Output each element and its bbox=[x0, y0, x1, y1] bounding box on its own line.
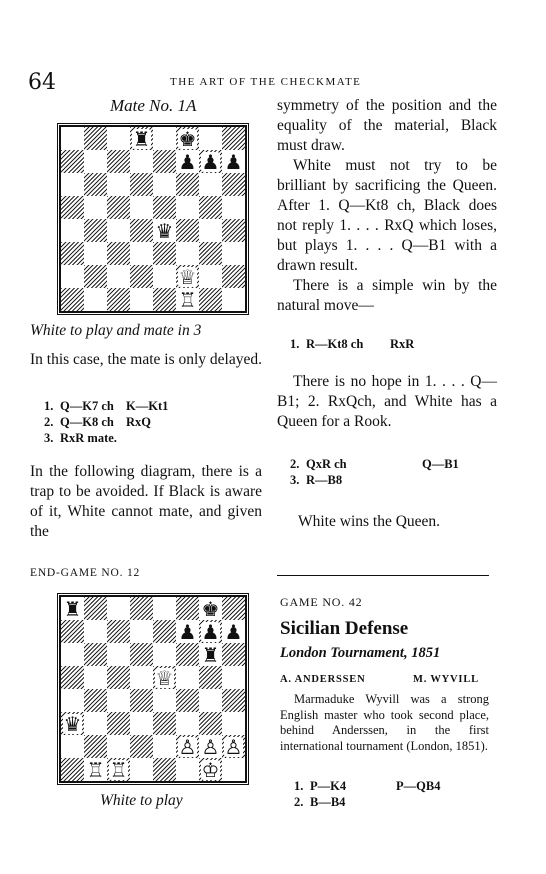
board-square bbox=[199, 196, 222, 219]
board-square bbox=[61, 127, 84, 150]
board-square bbox=[176, 288, 199, 311]
board-square bbox=[153, 689, 176, 712]
chess-diagram-mate-1a bbox=[59, 125, 247, 313]
board-square bbox=[176, 735, 199, 758]
board-square bbox=[61, 735, 84, 758]
board-square bbox=[176, 597, 199, 620]
move-number: 2. bbox=[294, 795, 304, 809]
chess-piece: ♟ bbox=[201, 149, 220, 174]
move-row bbox=[290, 456, 459, 472]
board-square bbox=[176, 265, 199, 288]
board-square bbox=[222, 620, 245, 643]
board-square bbox=[176, 620, 199, 643]
board-square bbox=[130, 689, 153, 712]
board-square bbox=[130, 735, 153, 758]
chess-piece: ♚ bbox=[178, 126, 197, 151]
left-paragraph-2: In the following diagram, there is a trap to be avoided. If Black is aware of it, White cannot mate, and given the bbox=[30, 463, 262, 540]
board-square bbox=[176, 689, 199, 712]
chess-piece: ♖ bbox=[178, 287, 197, 312]
board-square bbox=[199, 288, 222, 311]
white-move: Q—K7 ch bbox=[60, 399, 114, 413]
board-square bbox=[61, 689, 84, 712]
move-row bbox=[44, 398, 168, 414]
moves-2-right bbox=[290, 456, 459, 488]
board-square bbox=[222, 173, 245, 196]
board-square bbox=[107, 597, 130, 620]
move-row bbox=[44, 430, 168, 446]
board-square bbox=[130, 150, 153, 173]
board-square bbox=[153, 758, 176, 781]
diagram2-caption: White to play bbox=[100, 792, 183, 809]
mate-title: Mate No. 1A bbox=[110, 96, 197, 115]
board-square bbox=[176, 196, 199, 219]
board-square bbox=[130, 758, 153, 781]
board-square bbox=[107, 666, 130, 689]
black-move bbox=[396, 794, 440, 810]
board-square bbox=[107, 242, 130, 265]
chess-piece: ♜ bbox=[201, 642, 220, 667]
board-square bbox=[84, 173, 107, 196]
board-square bbox=[61, 242, 84, 265]
board-square bbox=[61, 219, 84, 242]
white-move: Q—K8 ch bbox=[60, 415, 114, 429]
board-square bbox=[222, 242, 245, 265]
board-square bbox=[84, 196, 107, 219]
board-square bbox=[130, 265, 153, 288]
black-move: K—Kt1 bbox=[126, 399, 169, 413]
move-number: 1. bbox=[44, 399, 54, 413]
white-move: B—B4 bbox=[310, 795, 346, 809]
board-square bbox=[153, 597, 176, 620]
board-square bbox=[84, 265, 107, 288]
board-square bbox=[176, 758, 199, 781]
board-square bbox=[153, 196, 176, 219]
chess-piece: ♕ bbox=[178, 264, 197, 289]
board-square bbox=[153, 242, 176, 265]
white-move: QxR ch bbox=[306, 457, 347, 471]
board-square bbox=[84, 219, 107, 242]
board-square bbox=[61, 643, 84, 666]
board-square bbox=[199, 173, 222, 196]
running-title: THE ART OF THE CHECKMATE bbox=[170, 76, 362, 88]
move-number: 2. bbox=[290, 457, 300, 471]
chess-piece: ♟ bbox=[224, 619, 243, 644]
board-square bbox=[176, 173, 199, 196]
chess-piece: ♟ bbox=[224, 149, 243, 174]
board-square bbox=[130, 666, 153, 689]
board-square bbox=[222, 150, 245, 173]
board-square bbox=[61, 620, 84, 643]
board-square bbox=[176, 643, 199, 666]
board-square bbox=[176, 150, 199, 173]
board-square bbox=[107, 643, 130, 666]
chess-piece: ♕ bbox=[155, 665, 174, 690]
board-square bbox=[130, 173, 153, 196]
board-square bbox=[130, 242, 153, 265]
board-square bbox=[61, 150, 84, 173]
white-move: R—B8 bbox=[306, 473, 343, 487]
board-square bbox=[176, 242, 199, 265]
board-square bbox=[107, 196, 130, 219]
moves-mate-1a bbox=[44, 398, 168, 446]
board-square bbox=[199, 597, 222, 620]
board-square bbox=[84, 242, 107, 265]
board-square bbox=[61, 666, 84, 689]
board-square bbox=[222, 219, 245, 242]
endgame-title: END-GAME NO. 12 bbox=[30, 567, 141, 579]
right-paragraph-4: There is no hope in 1. . . . Q—B1; 2. RxQch, and White has a Queen for a Rook. bbox=[277, 373, 497, 430]
board-square bbox=[222, 288, 245, 311]
board-square bbox=[199, 242, 222, 265]
board-square bbox=[222, 597, 245, 620]
board-square bbox=[199, 666, 222, 689]
moves-game-42 bbox=[294, 778, 440, 810]
board-square bbox=[84, 735, 107, 758]
board-square bbox=[61, 173, 84, 196]
board-square bbox=[61, 288, 84, 311]
move-row bbox=[294, 778, 440, 794]
board-square bbox=[84, 288, 107, 311]
board-square bbox=[222, 666, 245, 689]
board-square bbox=[130, 196, 153, 219]
board-square bbox=[61, 265, 84, 288]
chess-piece: ♚ bbox=[201, 596, 220, 621]
board-square bbox=[84, 643, 107, 666]
board-square bbox=[153, 219, 176, 242]
black-move bbox=[422, 472, 459, 488]
board-square bbox=[153, 620, 176, 643]
board-square bbox=[176, 666, 199, 689]
board-square bbox=[153, 288, 176, 311]
board-square bbox=[107, 288, 130, 311]
chess-piece: ♜ bbox=[63, 596, 82, 621]
board-square bbox=[84, 758, 107, 781]
board-square bbox=[176, 219, 199, 242]
board-square bbox=[130, 219, 153, 242]
chess-piece: ♙ bbox=[201, 734, 220, 759]
board-square bbox=[107, 689, 130, 712]
move-row bbox=[290, 472, 459, 488]
right-paragraph-5: White wins the Queen. bbox=[298, 513, 441, 530]
board-square bbox=[61, 597, 84, 620]
player-bio: Marmaduke Wyvill was a strong English master who took second place, behind Anderssen, in the first international tournament (London, 1851). bbox=[280, 692, 489, 753]
board-square bbox=[107, 620, 130, 643]
chess-piece: ♙ bbox=[224, 734, 243, 759]
board-square bbox=[107, 219, 130, 242]
board-square bbox=[84, 597, 107, 620]
board-square bbox=[130, 620, 153, 643]
move-row bbox=[290, 336, 414, 352]
board-square bbox=[107, 758, 130, 781]
move-number: 2. bbox=[44, 415, 54, 429]
move-number: 1. bbox=[290, 337, 300, 351]
chess-diagram-endgame-12 bbox=[59, 595, 247, 783]
board-square bbox=[222, 196, 245, 219]
right-paragraph-3: There is a simple win by the natural move— bbox=[277, 277, 497, 314]
black-move bbox=[126, 430, 168, 446]
board-square bbox=[199, 620, 222, 643]
board-square bbox=[153, 265, 176, 288]
move-number: 3. bbox=[44, 431, 54, 445]
diagram1-caption: White to play and mate in 3 bbox=[30, 322, 202, 339]
right-paragraph-1: symmetry of the position and the equality of the material, Black must draw. bbox=[277, 97, 497, 154]
chess-piece: ♖ bbox=[109, 757, 128, 782]
move-row bbox=[294, 794, 440, 810]
move-number: 3. bbox=[290, 473, 300, 487]
chess-piece: ♖ bbox=[86, 757, 105, 782]
move-1-right bbox=[290, 336, 414, 352]
chess-piece: ♟ bbox=[178, 149, 197, 174]
board-square bbox=[130, 127, 153, 150]
opening-title: Sicilian Defense bbox=[280, 618, 409, 639]
board-square bbox=[222, 127, 245, 150]
left-paragraph-1: In this case, the mate is only delayed. bbox=[30, 351, 263, 368]
board-square bbox=[199, 758, 222, 781]
board-square bbox=[107, 265, 130, 288]
board-square bbox=[84, 620, 107, 643]
black-move: Q—B1 bbox=[422, 457, 459, 471]
board-square bbox=[107, 712, 130, 735]
board-square bbox=[61, 196, 84, 219]
board-square bbox=[130, 643, 153, 666]
chess-piece: ♙ bbox=[178, 734, 197, 759]
board-square bbox=[153, 666, 176, 689]
board-square bbox=[107, 150, 130, 173]
right-paragraph-2: White must not try to be brilliant by sacrificing the Queen. After 1. Q—Kt8 ch, Black does not reply 1. . . . RxQ which loses, but plays 1. . . . Q—B1 with a drawn result. bbox=[277, 157, 497, 274]
board-square bbox=[107, 173, 130, 196]
white-move: R—Kt8 ch bbox=[306, 337, 364, 351]
chess-piece: ♛ bbox=[155, 218, 174, 243]
board-square bbox=[199, 712, 222, 735]
board-square bbox=[176, 127, 199, 150]
board-square bbox=[222, 643, 245, 666]
board-square bbox=[153, 643, 176, 666]
chess-piece: ♟ bbox=[201, 619, 220, 644]
board-square bbox=[176, 712, 199, 735]
black-move: RxR bbox=[390, 337, 415, 351]
chess-piece: ♟ bbox=[178, 619, 197, 644]
board-square bbox=[130, 597, 153, 620]
board-square bbox=[222, 712, 245, 735]
white-player: A. ANDERSSEN bbox=[280, 674, 366, 685]
event-line: London Tournament, 1851 bbox=[280, 645, 441, 661]
board-square bbox=[199, 643, 222, 666]
board-square bbox=[84, 127, 107, 150]
move-row bbox=[44, 414, 168, 430]
white-move: P—K4 bbox=[310, 779, 347, 793]
board-square bbox=[84, 666, 107, 689]
board-square bbox=[130, 712, 153, 735]
board-square bbox=[199, 265, 222, 288]
board-square bbox=[222, 758, 245, 781]
board-square bbox=[199, 127, 222, 150]
board-square bbox=[84, 150, 107, 173]
game-label: GAME NO. 42 bbox=[280, 595, 363, 609]
board-square bbox=[61, 758, 84, 781]
black-player: M. WYVILL bbox=[413, 674, 479, 685]
board-square bbox=[199, 689, 222, 712]
chess-piece: ♛ bbox=[63, 711, 82, 736]
board-square bbox=[199, 735, 222, 758]
board-square bbox=[153, 173, 176, 196]
board-square bbox=[222, 689, 245, 712]
board-square bbox=[61, 712, 84, 735]
board-square bbox=[84, 712, 107, 735]
board-square bbox=[222, 735, 245, 758]
board-square bbox=[107, 735, 130, 758]
board-square bbox=[84, 689, 107, 712]
page-number: 64 bbox=[28, 70, 56, 95]
black-move: RxQ bbox=[126, 415, 151, 429]
board-square bbox=[153, 735, 176, 758]
board-square bbox=[153, 127, 176, 150]
board-square bbox=[130, 288, 153, 311]
board-square bbox=[199, 150, 222, 173]
board-square bbox=[153, 712, 176, 735]
move-number: 1. bbox=[294, 779, 304, 793]
board-square bbox=[199, 219, 222, 242]
board-square bbox=[222, 265, 245, 288]
chess-piece: ♔ bbox=[201, 757, 220, 782]
section-divider bbox=[277, 575, 489, 576]
chess-piece: ♜ bbox=[132, 126, 151, 151]
board-square bbox=[107, 127, 130, 150]
black-move: P—QB4 bbox=[396, 779, 441, 793]
board-square bbox=[153, 150, 176, 173]
white-move: RxR mate. bbox=[60, 431, 117, 445]
